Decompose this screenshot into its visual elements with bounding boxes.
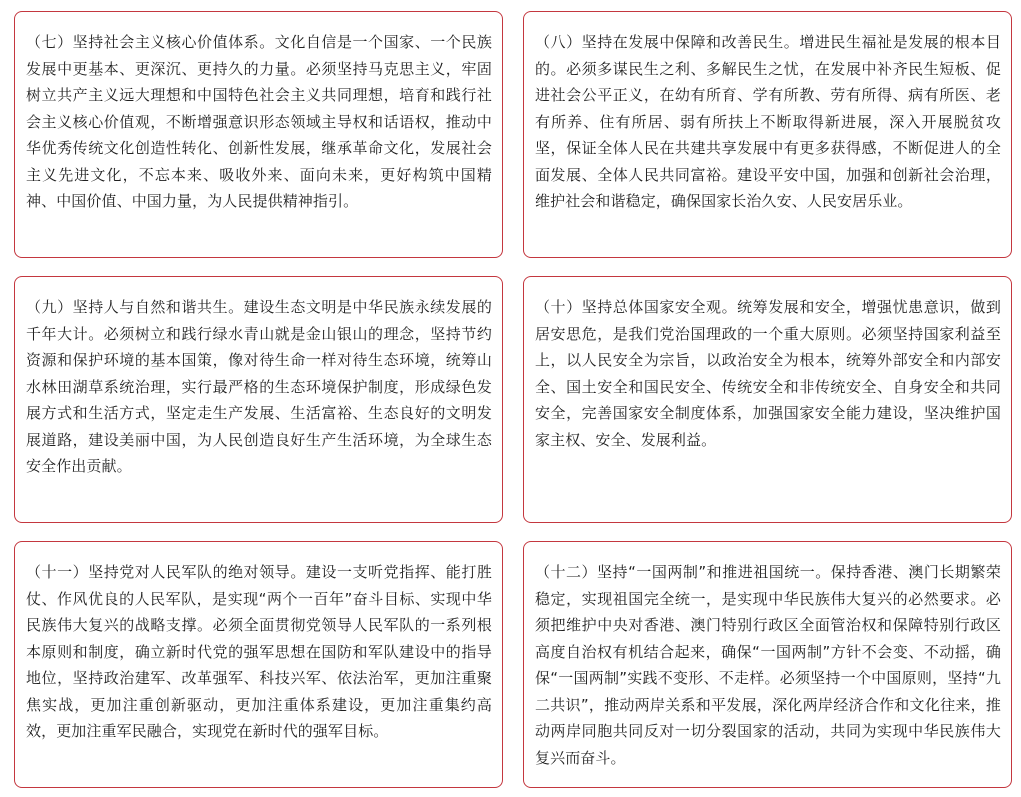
card-paragraph: （十）坚持总体国家安全观。统筹发展和安全，增强忧患意识，做到居安思危，是我们党治国理政的一个重大原则。必须坚持国家利益至上，以人民安全为宗旨，以政治安全为根本，统筹外部安全和内部安全、国土安全和国民安全、传统安全和非传统安全、自身安全和共同安全，完善国家安全制度体系，加强国家安全能力建设，坚决维护国家主权、安全、发展利益。 bbox=[535, 298, 1001, 449]
text-card-11 bbox=[14, 541, 503, 788]
card-paragraph: （七）坚持社会主义核心价值体系。文化自信是一个国家、一个民族发展中更基本、更深沉、更持久的力量。必须坚持马克思主义，牢固树立共产主义远大理想和中国特色社会主义共同理想，培育和践行社会主义核心价值观，不断增强意识形态领域主导权和话语权，推动中华优秀传统文化创造性转化、创新性发展，继承革命文化，发展社会主义先进文化，不忘本来、吸收外来、面向未来，更好构筑中国精神、中国价值、中国力量，为人民提供精神指引。 bbox=[26, 33, 492, 210]
text-card-9 bbox=[14, 276, 503, 523]
text-card-12 bbox=[523, 541, 1012, 788]
card-paragraph: （八）坚持在发展中保障和改善民生。增进民生福祉是发展的根本目的。必须多谋民生之利、多解民生之忧，在发展中补齐民生短板、促进社会公平正义，在幼有所育、学有所教、劳有所得、病有所医、老有所养、住有所居、弱有所扶上不断取得新进展，深入开展脱贫攻坚，保证全体人民在共建共享发展中有更多获得感，不断促进人的全面发展、全体人民共同富裕。建设平安中国，加强和创新社会治理，维护社会和谐稳定，确保国家长治久安、人民安居乐业。 bbox=[535, 33, 1001, 210]
text-card-10 bbox=[523, 276, 1012, 523]
card-paragraph: （十二）坚持“一国两制”和推进祖国统一。保持香港、澳门长期繁荣稳定，实现祖国完全统一，是实现中华民族伟大复兴的必然要求。必须把维护中央对香港、澳门特别行政区全面管治权和保障特别行政区高度自治权有机结合起来，确保“一国两制”方针不会变、不动摇，确保“一国两制”实践不变形、不走样。必须坚持一个中国原则，坚持“九二共识”，推动两岸关系和平发展，深化两岸经济合作和文化往来，推动两岸同胞共同反对一切分裂国家的活动，共同为实现中华民族伟大复兴而奋斗。 bbox=[535, 563, 1001, 767]
card-paragraph: （十一）坚持党对人民军队的绝对领导。建设一支听党指挥、能打胜仗、作风优良的人民军队，是实现“两个一百年”奋斗目标、实现中华民族伟大复兴的战略支撑。必须全面贯彻党领导人民军队的一系列根本原则和制度，确立新时代党的强军思想在国防和军队建设中的指导地位，坚持政治建军、改革强军、科技兴军、依法治军，更加注重聚焦实战，更加注重创新驱动，更加注重体系建设，更加注重集约高效，更加注重军民融合，实现党在新时代的强军目标。 bbox=[26, 563, 492, 740]
card-paragraph: （九）坚持人与自然和谐共生。建设生态文明是中华民族永续发展的千年大计。必须树立和践行绿水青山就是金山银山的理念，坚持节约资源和保护环境的基本国策，像对待生命一样对待生态环境，统筹山水林田湖草系统治理，实行最严格的生态环境保护制度，形成绿色发展方式和生活方式，坚定走生产发展、生活富裕、生态良好的文明发展道路，建设美丽中国，为人民创造良好生产生活环境，为全球生态安全作出贡献。 bbox=[26, 298, 492, 475]
text-card-7 bbox=[14, 11, 503, 258]
text-card-8 bbox=[523, 11, 1012, 258]
